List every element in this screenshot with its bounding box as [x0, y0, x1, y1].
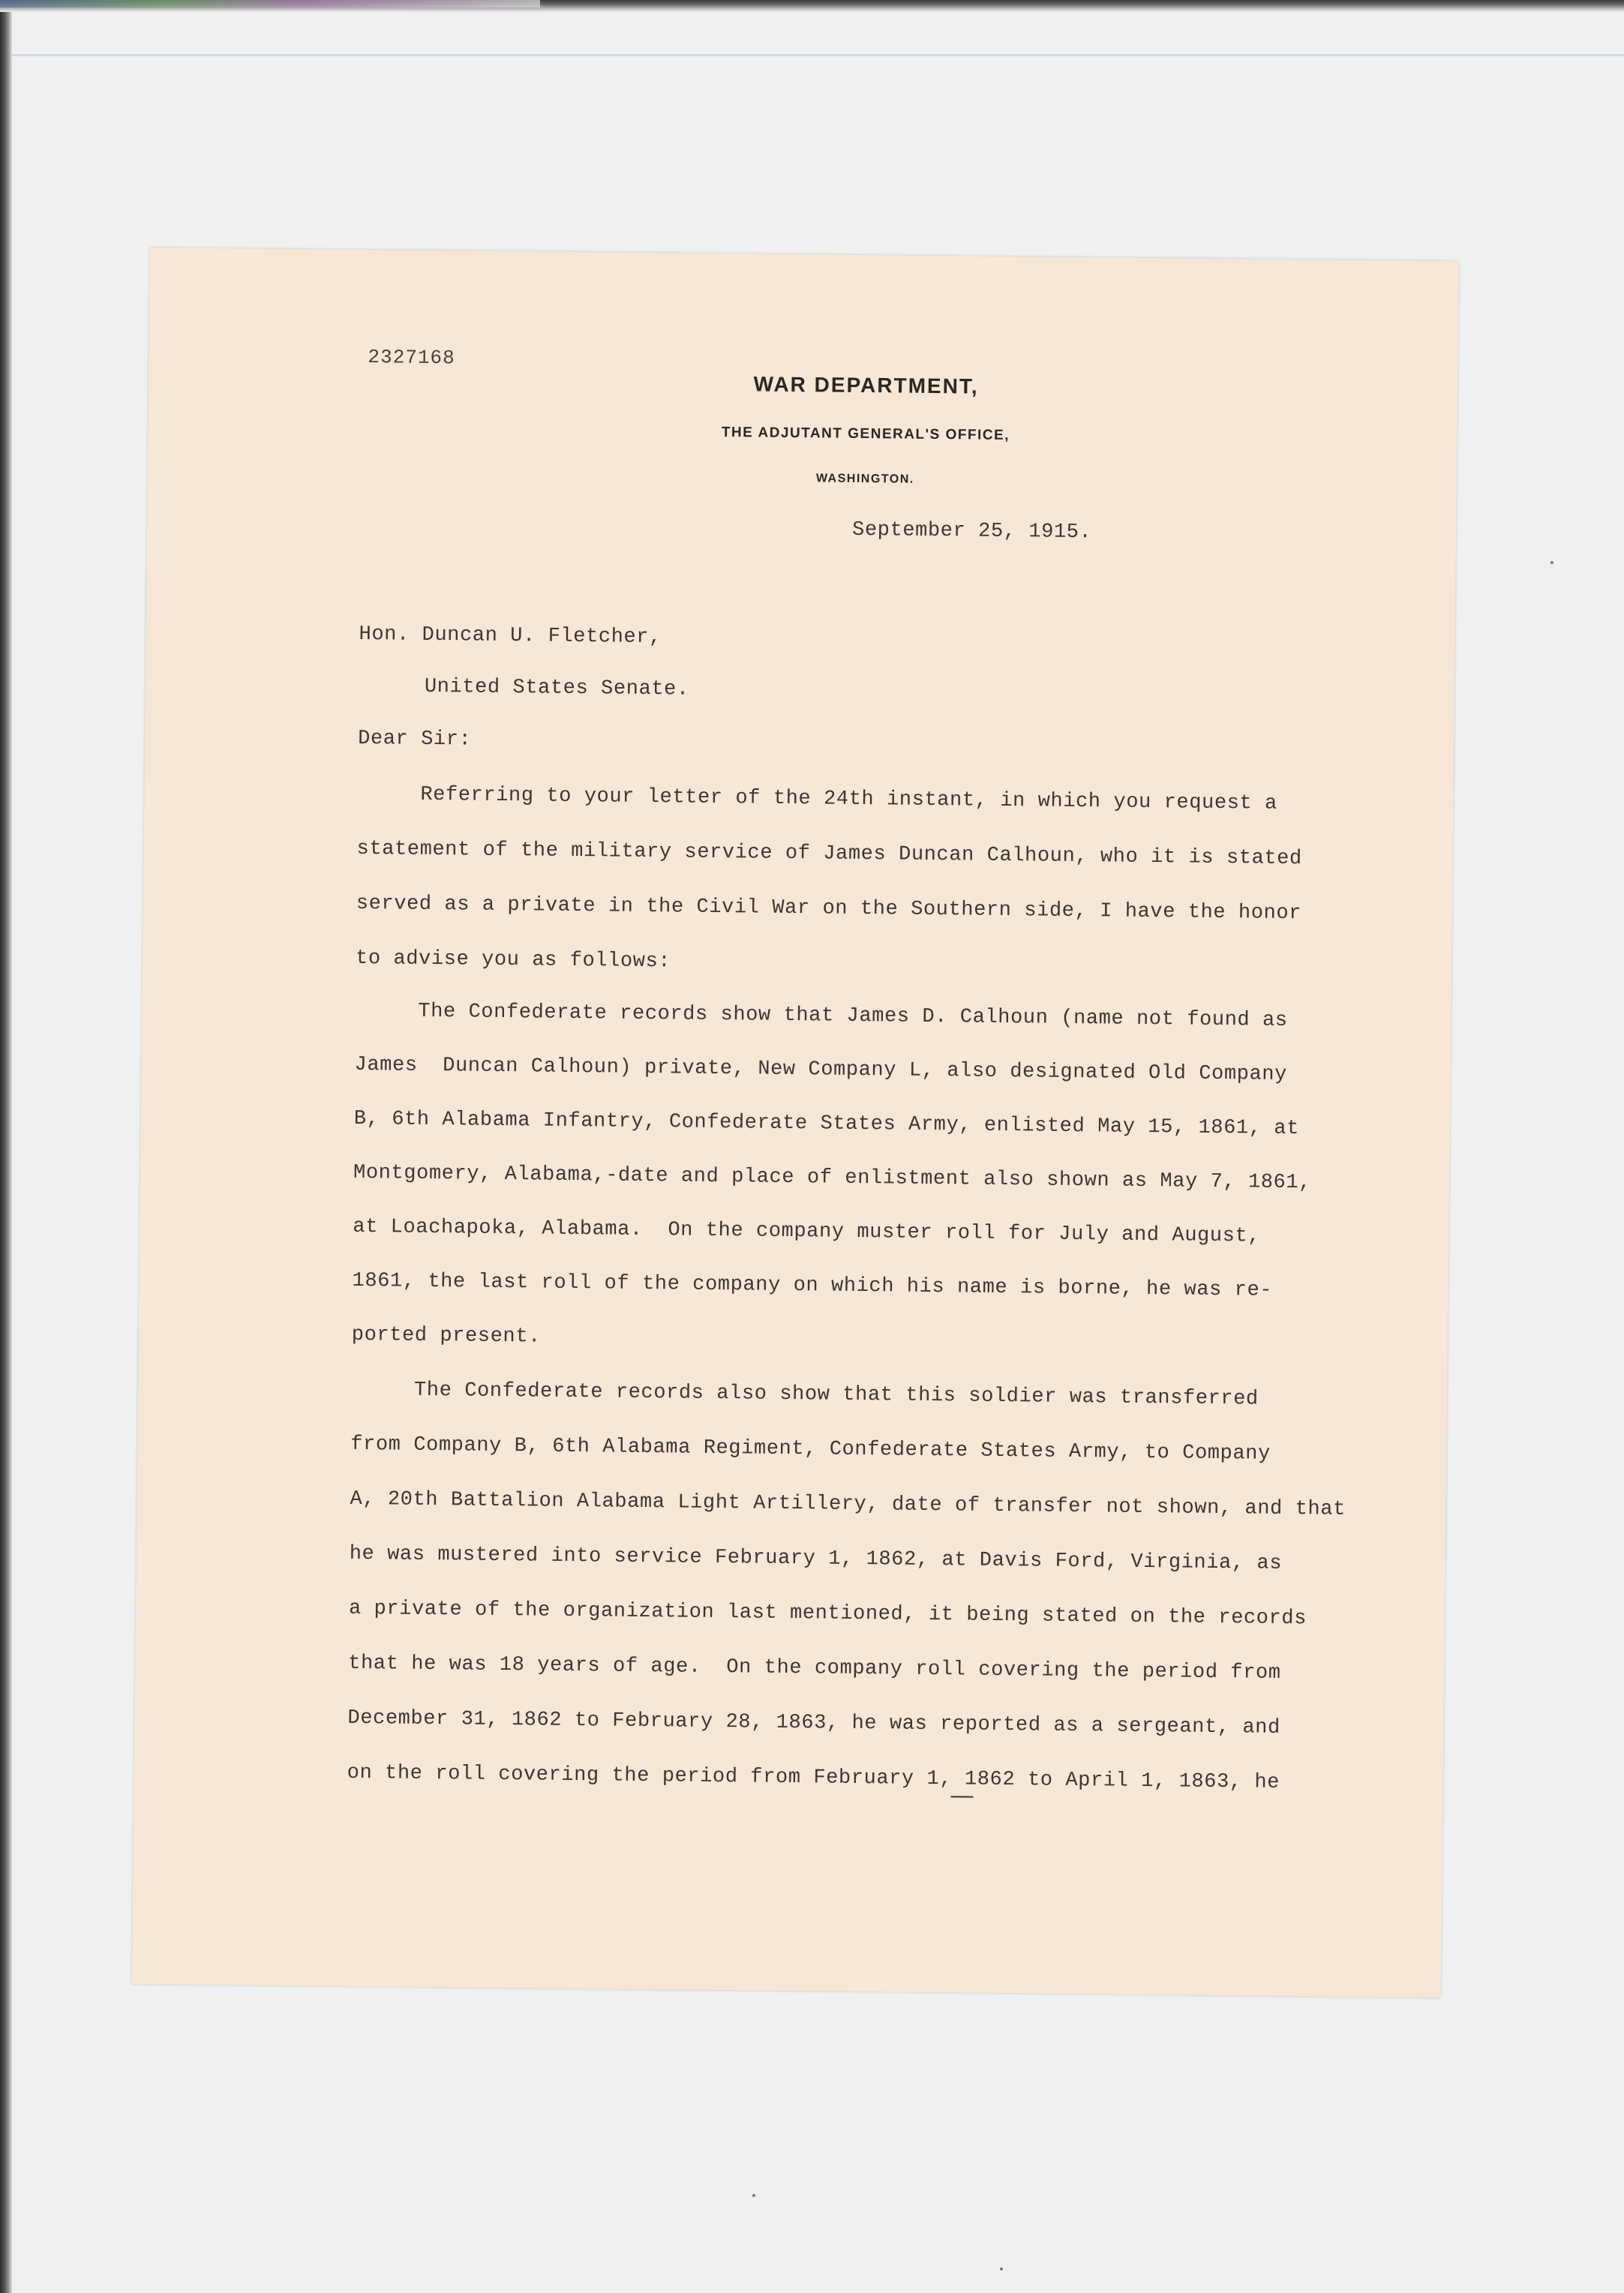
- paragraph-line: December 31, 1862 to February 28, 1863, he was reported as a sergeant, and: [347, 1706, 1280, 1739]
- paragraph-line: served as a private in the Civil War on the Southern side, I have the honor: [356, 892, 1302, 926]
- paragraph-line: at Loachapoka, Alabama. On the company muster roll for July and August,: [353, 1215, 1261, 1248]
- scanner-line: [12, 54, 1624, 56]
- salutation: Dear Sir:: [357, 727, 472, 752]
- paragraph-line: A, 20th Battalion Alabama Light Artillery, date of transfer not shown, and that: [350, 1487, 1346, 1521]
- paragraph-line: to advise you as follows:: [355, 947, 671, 974]
- letterhead-city: WASHINGTON.: [815, 472, 914, 486]
- paragraph-line: Montgomery, Alabama,-date and place of enlistment also shown as May 7, 1861,: [353, 1161, 1312, 1195]
- paragraph-line: Referring to your letter of the 24th instant, in which you request a: [420, 783, 1278, 815]
- addressee-name: Hon. Duncan U. Fletcher,: [359, 623, 662, 650]
- paragraph-line: ported present.: [351, 1323, 542, 1349]
- paragraph-line: a private of the organization last mentioned, it being stated on the records: [348, 1597, 1307, 1631]
- letterhead-office: THE ADJUTANT GENERAL'S OFFICE,: [721, 424, 1010, 444]
- paragraph-line: statement of the military service of James Duncan Calhoun, who it is stated: [356, 837, 1302, 871]
- dust-speck: [1550, 561, 1553, 564]
- paragraph-line: B, 6th Alabama Infantry, Confederate States Army, enlisted May 15, 1861, at: [353, 1107, 1300, 1141]
- paragraph-line: he was mustered into service February 1, 1862, at Davis Ford, Virginia, as: [349, 1542, 1283, 1575]
- letter-sheet: [132, 248, 1459, 1997]
- dust-speck: [1000, 2267, 1003, 2270]
- handwritten-underline-mark: [950, 1796, 973, 1797]
- paragraph-line: on the roll covering the period from February 1, 1862 to April 1, 1863, he: [347, 1761, 1280, 1794]
- paragraph-line: The Confederate records show that James D. Calhoun (name not found as: [418, 1000, 1288, 1032]
- scan-edge-color-strip: [0, 0, 540, 8]
- paragraph-line: James Duncan Calhoun) private, New Company L, also designated Old Company: [354, 1053, 1288, 1086]
- dust-speck: [752, 2194, 755, 2197]
- document-number: 2327168: [368, 346, 455, 370]
- letter-date: September 25, 1915.: [851, 518, 1092, 545]
- addressee-title: United States Senate.: [424, 675, 689, 701]
- paragraph-line: that he was 18 years of age. On the company roll covering the period from: [348, 1652, 1281, 1685]
- paragraph-line: from Company B, 6th Alabama Regiment, Confederate States Army, to Company: [350, 1433, 1271, 1466]
- paragraph-line: 1861, the last roll of the company on which his name is borne, he was re-: [352, 1269, 1273, 1302]
- paragraph-line: The Confederate records also show that this soldier was transferred: [413, 1379, 1259, 1411]
- scan-edge-left: [0, 0, 12, 2293]
- letterhead-department: WAR DEPARTMENT,: [753, 372, 979, 398]
